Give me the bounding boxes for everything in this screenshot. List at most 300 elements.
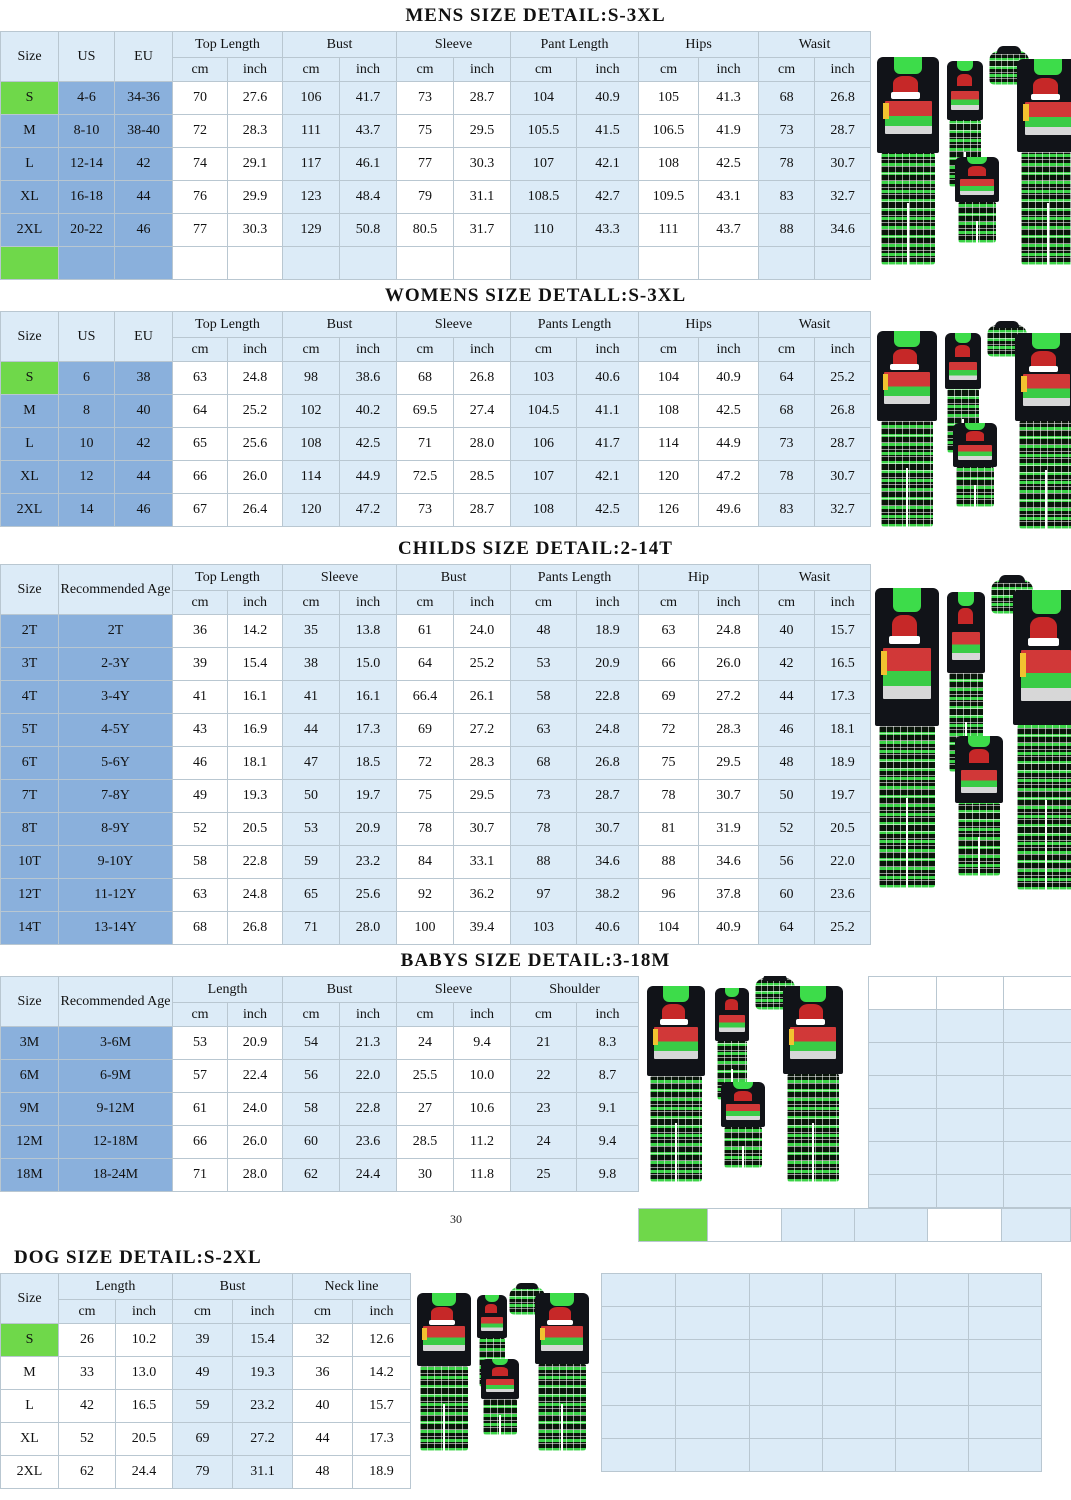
cell-value: 56 <box>283 1060 340 1093</box>
cell-value: 98 <box>283 362 340 395</box>
cell-value: 69 <box>173 1423 233 1456</box>
product-image-womens <box>871 311 1071 533</box>
cell-value: 69 <box>639 681 699 714</box>
cell-value: 104 <box>511 82 577 115</box>
col-top-length: Top Length <box>173 32 283 58</box>
cell-value: 33.1 <box>454 846 511 879</box>
cell-value: 22.4 <box>228 1060 283 1093</box>
cell-value: 40.6 <box>577 912 639 945</box>
cell-value: 78 <box>639 780 699 813</box>
cell-age: 12-18M <box>59 1126 173 1159</box>
cell-value: 26.8 <box>815 395 871 428</box>
cell-value: 22 <box>511 1060 577 1093</box>
cell-value: 71 <box>173 1159 228 1192</box>
cell-value: 83 <box>759 181 815 214</box>
col-top-length: Top Length <box>173 312 283 338</box>
unit-cm: cm <box>759 58 815 82</box>
cell-value: 123 <box>283 181 340 214</box>
cell-size: 9M <box>1 1093 59 1126</box>
cell-value: 41 <box>283 681 340 714</box>
cell-value: 22.8 <box>577 681 639 714</box>
cell-value: 78 <box>759 461 815 494</box>
cell-eu: 44 <box>115 461 173 494</box>
unit-cm: cm <box>283 591 340 615</box>
cell-value: 88 <box>759 214 815 247</box>
table-header-row <box>1 1274 411 1300</box>
cell-value: 18.9 <box>577 615 639 648</box>
cell-value: 66 <box>173 461 228 494</box>
unit-cm: cm <box>173 1003 228 1027</box>
cell-value: 53 <box>173 1027 228 1060</box>
cell-value: 40.9 <box>699 362 759 395</box>
cell-value: 43.3 <box>577 214 639 247</box>
cell-value: 42.5 <box>577 494 639 527</box>
cell-value: 64 <box>759 912 815 945</box>
cell-eu: 42 <box>115 148 173 181</box>
cell-value: 27 <box>397 1093 454 1126</box>
table-row <box>1 362 871 395</box>
table-row <box>1 1126 639 1159</box>
col-wasit: Wasit <box>759 312 871 338</box>
col-hip: Hip <box>639 565 759 591</box>
cell-value: 23.2 <box>340 846 397 879</box>
cell-value: 100 <box>397 912 454 945</box>
cell-value: 9.4 <box>577 1126 639 1159</box>
cell-value: 16.5 <box>815 648 871 681</box>
cell-value: 24.8 <box>228 362 283 395</box>
cell-value: 49 <box>173 1357 233 1390</box>
cell-value: 63 <box>173 362 228 395</box>
cell-value: 28.5 <box>454 461 511 494</box>
cell-value: 20.9 <box>340 813 397 846</box>
cell-value: 20.5 <box>116 1423 173 1456</box>
table-row <box>1 813 871 846</box>
cell-value: 29.1 <box>228 148 283 181</box>
cell-value: 78 <box>759 148 815 181</box>
cell-size: L <box>1 428 59 461</box>
unit-inch: inch <box>577 58 639 82</box>
table-filler-row <box>1 247 871 280</box>
cell-value: 59 <box>173 1390 233 1423</box>
unit-cm: cm <box>639 338 699 362</box>
cell-value: 43.7 <box>340 115 397 148</box>
product-image-childs <box>871 564 1071 934</box>
cell-size: 5T <box>1 714 59 747</box>
col-size: Size <box>1 1274 59 1324</box>
cell-value: 64 <box>759 362 815 395</box>
cell-value: 40 <box>293 1390 353 1423</box>
col-hips: Hips <box>639 312 759 338</box>
cell-value: 79 <box>397 181 454 214</box>
unit-cm: cm <box>173 591 228 615</box>
cell-value: 48 <box>511 615 577 648</box>
cell-value: 20.9 <box>577 648 639 681</box>
col-us: US <box>59 32 115 82</box>
cell-value: 19.3 <box>233 1357 293 1390</box>
cell-value: 65 <box>283 879 340 912</box>
cell-value: 32.7 <box>815 181 871 214</box>
col-size: Size <box>1 312 59 362</box>
unit-cm: cm <box>283 58 340 82</box>
unit-cm: cm <box>59 1300 116 1324</box>
unit-inch: inch <box>699 338 759 362</box>
cell-value: 28.3 <box>699 714 759 747</box>
cell-us: 8 <box>59 395 115 428</box>
section-title-dog: DOG SIZE DETAIL:S-2XL <box>14 1247 262 1268</box>
cell-value: 17.3 <box>340 714 397 747</box>
cell-value: 13.0 <box>116 1357 173 1390</box>
table-row <box>1 747 871 780</box>
cell-value: 31.9 <box>699 813 759 846</box>
cell-value: 20.5 <box>815 813 871 846</box>
cell-eu: 34-36 <box>115 82 173 115</box>
cell-value: 26.8 <box>577 747 639 780</box>
cell-size: 7T <box>1 780 59 813</box>
cell-value: 47 <box>283 747 340 780</box>
cell-value: 25.2 <box>454 648 511 681</box>
table-row <box>1 82 871 115</box>
cell-value: 40 <box>759 615 815 648</box>
table-row <box>1 1159 639 1192</box>
cell-value: 66 <box>173 1126 228 1159</box>
cell-eu: 38 <box>115 362 173 395</box>
cell-size: 12T <box>1 879 59 912</box>
col-eu: EU <box>115 32 173 82</box>
cell-value: 18.1 <box>815 714 871 747</box>
cell-age: 3-4Y <box>59 681 173 714</box>
cell-value: 110 <box>511 214 577 247</box>
cell-value: 16.1 <box>228 681 283 714</box>
col-bust: Bust <box>283 977 397 1003</box>
cell-value: 84 <box>397 846 454 879</box>
cell-us: 12 <box>59 461 115 494</box>
cell-value: 46.1 <box>340 148 397 181</box>
cell-size: S <box>1 82 59 115</box>
cell-value: 14.2 <box>353 1357 411 1390</box>
section-title-childs: CHILDS SIZE DETAIL:2-14T <box>398 538 673 559</box>
cell-value: 108 <box>639 148 699 181</box>
cell-value: 37.8 <box>699 879 759 912</box>
col-bust: Bust <box>173 1274 293 1300</box>
cell-value: 69.5 <box>397 395 454 428</box>
cell-value: 30.7 <box>699 780 759 813</box>
cell-us: 16-18 <box>59 181 115 214</box>
cell-value: 23.2 <box>233 1390 293 1423</box>
col-us: US <box>59 312 115 362</box>
cell-value: 71 <box>397 428 454 461</box>
cell-value: 21 <box>511 1027 577 1060</box>
cell-value: 39 <box>173 1324 233 1357</box>
col-eu: EU <box>115 312 173 362</box>
table-row <box>1 428 871 461</box>
col-shoulder: Shoulder <box>511 977 639 1003</box>
cell-value: 73 <box>511 780 577 813</box>
cell-value: 47.2 <box>699 461 759 494</box>
cell-value: 28.7 <box>454 494 511 527</box>
section-title-mens: MENS SIZE DETAIL:S-3XL <box>405 5 666 26</box>
col-top-length: Top Length <box>173 565 283 591</box>
table-row <box>1 148 871 181</box>
cell-value: 106 <box>283 82 340 115</box>
col-wasit: Wasit <box>759 32 871 58</box>
cell-value: 15.4 <box>228 648 283 681</box>
cell-value: 41.1 <box>577 395 639 428</box>
unit-inch: inch <box>340 338 397 362</box>
cell-value: 15.4 <box>233 1324 293 1357</box>
cell-age: 9-12M <box>59 1093 173 1126</box>
cell-value: 16.5 <box>116 1390 173 1423</box>
unit-inch: inch <box>340 58 397 82</box>
unit-inch: inch <box>353 1300 411 1324</box>
unit-cm: cm <box>397 591 454 615</box>
cell-age: 2T <box>59 615 173 648</box>
cell-value: 68 <box>759 395 815 428</box>
cell-value: 21.3 <box>340 1027 397 1060</box>
cell-value: 44 <box>283 714 340 747</box>
cell-value: 97 <box>511 879 577 912</box>
cell-size: 10T <box>1 846 59 879</box>
cell-value: 72 <box>639 714 699 747</box>
cell-size: 6T <box>1 747 59 780</box>
cell-value: 15.0 <box>340 648 397 681</box>
cell-value: 48 <box>293 1456 353 1489</box>
cell-size: 14T <box>1 912 59 945</box>
cell-value: 75 <box>397 780 454 813</box>
cell-value: 22.8 <box>340 1093 397 1126</box>
cell-value: 77 <box>173 214 228 247</box>
cell-value: 11.8 <box>454 1159 511 1192</box>
unit-inch: inch <box>454 1003 511 1027</box>
cell-value: 53 <box>283 813 340 846</box>
cell-value: 73 <box>397 82 454 115</box>
cell-value: 78 <box>397 813 454 846</box>
table-row <box>1 181 871 214</box>
section-childs <box>0 533 1071 945</box>
unit-cm: cm <box>759 591 815 615</box>
cell-size: 18M <box>1 1159 59 1192</box>
cell-value: 44.9 <box>340 461 397 494</box>
unit-cm: cm <box>173 1300 233 1324</box>
cell-value: 25.2 <box>815 362 871 395</box>
table-row <box>1 846 871 879</box>
table-row <box>1 681 871 714</box>
cell-size: 3M <box>1 1027 59 1060</box>
unit-inch: inch <box>228 1003 283 1027</box>
unit-inch: inch <box>454 591 511 615</box>
cell-value: 22.8 <box>228 846 283 879</box>
cell-value: 41 <box>173 681 228 714</box>
cell-size: XL <box>1 461 59 494</box>
cell-value: 17.3 <box>353 1423 411 1456</box>
section-babys <box>0 945 1071 1242</box>
cell-age: 4-5Y <box>59 714 173 747</box>
cell-value: 18.5 <box>340 747 397 780</box>
col-sleeve: Sleeve <box>397 32 511 58</box>
cell-value: 59 <box>283 846 340 879</box>
cell-value: 35 <box>283 615 340 648</box>
cell-size: M <box>1 1357 59 1390</box>
cell-value: 126 <box>639 494 699 527</box>
unit-inch: inch <box>815 58 871 82</box>
table-row <box>1 879 871 912</box>
cell-value: 111 <box>283 115 340 148</box>
cell-us: 12-14 <box>59 148 115 181</box>
cell-value: 64 <box>397 648 454 681</box>
cell-value: 22.0 <box>340 1060 397 1093</box>
table-row <box>1 1093 639 1126</box>
cell-value: 72 <box>173 115 228 148</box>
cell-value: 79 <box>173 1456 233 1489</box>
unit-inch: inch <box>699 58 759 82</box>
table-row <box>1 214 871 247</box>
cell-value: 25.6 <box>228 428 283 461</box>
cell-value: 106 <box>511 428 577 461</box>
cell-value: 108 <box>639 395 699 428</box>
cell-value: 10.0 <box>454 1060 511 1093</box>
cell-value: 28.7 <box>577 780 639 813</box>
cell-value: 80.5 <box>397 214 454 247</box>
unit-cm: cm <box>283 338 340 362</box>
table-row <box>1 1423 411 1456</box>
cell-value: 42.5 <box>699 395 759 428</box>
col-wasit: Wasit <box>759 565 871 591</box>
cell-value: 34.6 <box>577 846 639 879</box>
cell-value: 24.4 <box>340 1159 397 1192</box>
cell-value: 28.0 <box>454 428 511 461</box>
cell-size: S <box>1 1324 59 1357</box>
cell-value: 29.9 <box>228 181 283 214</box>
cell-value: 42.5 <box>340 428 397 461</box>
cell-value: 48.4 <box>340 181 397 214</box>
col-length: Length <box>59 1274 173 1300</box>
cell-value: 28.3 <box>454 747 511 780</box>
table-row <box>1 912 871 945</box>
cell-value: 63 <box>173 879 228 912</box>
unit-inch: inch <box>454 338 511 362</box>
cell-value: 41.3 <box>699 82 759 115</box>
cell-value: 32.7 <box>815 494 871 527</box>
section-dog <box>0 1242 1071 1489</box>
table-row <box>1 1357 411 1390</box>
cell-value: 43.1 <box>699 181 759 214</box>
cell-value: 27.4 <box>454 395 511 428</box>
unit-inch: inch <box>454 58 511 82</box>
unit-inch: inch <box>228 338 283 362</box>
cell-value: 68 <box>759 82 815 115</box>
cell-value: 24 <box>511 1126 577 1159</box>
unit-cm: cm <box>397 338 454 362</box>
unit-cm: cm <box>397 1003 454 1027</box>
col-sleeve: Sleeve <box>397 977 511 1003</box>
cell-age: 18-24M <box>59 1159 173 1192</box>
cell-age: 9-10Y <box>59 846 173 879</box>
table-unit-row <box>1 1300 411 1324</box>
cell-value: 111 <box>639 214 699 247</box>
cell-value: 42 <box>59 1390 116 1423</box>
cell-value: 24.8 <box>577 714 639 747</box>
cell-value: 103 <box>511 912 577 945</box>
cell-eu: 42 <box>115 428 173 461</box>
unit-cm: cm <box>173 338 228 362</box>
cell-value: 81 <box>639 813 699 846</box>
cell-value: 58 <box>173 846 228 879</box>
col-sleeve: Sleeve <box>283 565 397 591</box>
cell-size: XL <box>1 181 59 214</box>
cell-value: 19.7 <box>815 780 871 813</box>
cell-value: 70 <box>173 82 228 115</box>
cell-value: 28.3 <box>228 115 283 148</box>
cell-value: 30.3 <box>228 214 283 247</box>
unit-inch: inch <box>815 338 871 362</box>
cell-value: 68 <box>397 362 454 395</box>
cell-value: 74 <box>173 148 228 181</box>
cell-value: 50.8 <box>340 214 397 247</box>
cell-value: 46 <box>173 747 228 780</box>
cell-value: 33 <box>59 1357 116 1390</box>
cell-value: 96 <box>639 879 699 912</box>
cell-value: 69 <box>397 714 454 747</box>
unit-cm: cm <box>397 58 454 82</box>
cell-value: 75 <box>639 747 699 780</box>
cell-value: 43 <box>173 714 228 747</box>
cell-value: 28.7 <box>454 82 511 115</box>
cell-size: XL <box>1 1423 59 1456</box>
unit-inch: inch <box>815 591 871 615</box>
cell-value: 25 <box>511 1159 577 1192</box>
unit-inch: inch <box>116 1300 173 1324</box>
cell-value: 52 <box>59 1423 116 1456</box>
cell-value: 129 <box>283 214 340 247</box>
cell-value: 29.5 <box>699 747 759 780</box>
cell-value: 25.5 <box>397 1060 454 1093</box>
cell-eu: 46 <box>115 494 173 527</box>
cell-value: 30.7 <box>577 813 639 846</box>
page-number: 30 <box>450 1212 462 1226</box>
table-mens <box>0 31 871 280</box>
unit-inch: inch <box>340 1003 397 1027</box>
cell-value: 19.3 <box>228 780 283 813</box>
unit-cm: cm <box>639 58 699 82</box>
cell-value: 31.1 <box>454 181 511 214</box>
col-sleeve: Sleeve <box>397 312 511 338</box>
cell-value: 13.8 <box>340 615 397 648</box>
cell-value: 108 <box>283 428 340 461</box>
table-row <box>1 1456 411 1489</box>
cell-age: 13-14Y <box>59 912 173 945</box>
cell-value: 28.5 <box>397 1126 454 1159</box>
product-image-babys <box>639 976 868 1206</box>
cell-size: S <box>1 362 59 395</box>
cell-value: 10.6 <box>454 1093 511 1126</box>
cell-us: 6 <box>59 362 115 395</box>
cell-value: 53 <box>511 648 577 681</box>
cell-value: 24.4 <box>116 1456 173 1489</box>
cell-value: 66.4 <box>397 681 454 714</box>
unit-inch: inch <box>577 338 639 362</box>
col-pants-length: Pants Length <box>511 312 639 338</box>
unit-inch: inch <box>340 591 397 615</box>
cell-value: 56 <box>759 846 815 879</box>
cell-value: 24 <box>397 1027 454 1060</box>
cell-value: 9.1 <box>577 1093 639 1126</box>
cell-age: 8-9Y <box>59 813 173 846</box>
cell-value: 108 <box>511 494 577 527</box>
cell-value: 25.2 <box>815 912 871 945</box>
cell-size: 6M <box>1 1060 59 1093</box>
cell-value: 30.7 <box>815 461 871 494</box>
table-womens <box>0 311 871 527</box>
cell-value: 41.9 <box>699 115 759 148</box>
